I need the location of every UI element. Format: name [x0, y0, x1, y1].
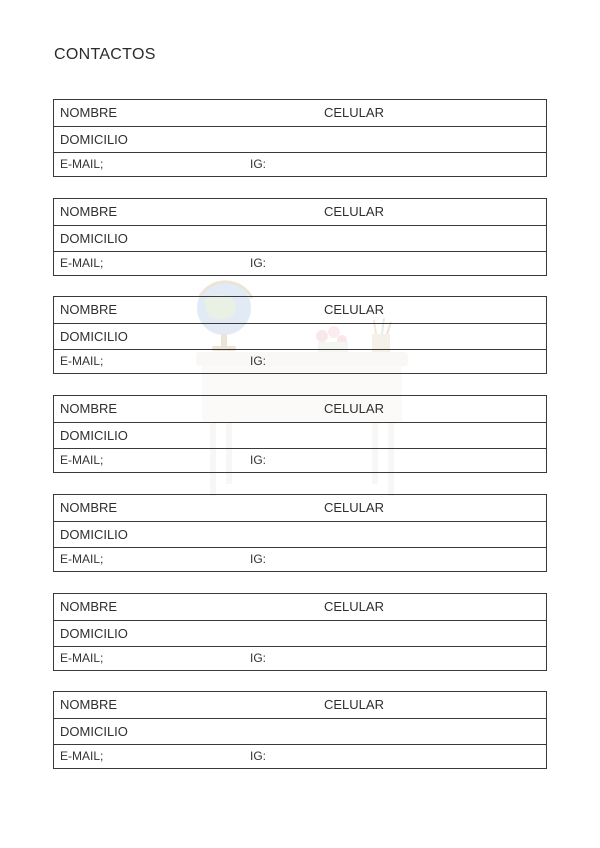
celular-label: CELULAR — [324, 599, 384, 614]
contact-card — [53, 494, 547, 572]
contact-card — [53, 198, 547, 276]
ig-label: IG: — [250, 453, 267, 467]
contact-row-domicilio[interactable] — [54, 225, 546, 252]
contact-card — [53, 296, 547, 374]
contact-row-name[interactable] — [54, 594, 546, 620]
domicilio-label: DOMICILIO — [60, 231, 128, 246]
contact-row-email[interactable] — [54, 152, 546, 177]
contact-card — [53, 99, 547, 177]
email-label: E-MAIL; — [60, 256, 104, 270]
nombre-label: NOMBRE — [60, 401, 118, 416]
contact-card — [53, 691, 547, 769]
email-label: E-MAIL; — [60, 749, 104, 763]
nombre-label: NOMBRE — [60, 105, 118, 120]
celular-label: CELULAR — [324, 105, 384, 120]
contact-row-name[interactable] — [54, 199, 546, 225]
contact-row-name[interactable] — [54, 495, 546, 521]
contact-row-domicilio[interactable] — [54, 718, 546, 745]
contact-row-domicilio[interactable] — [54, 521, 546, 548]
contact-row-email[interactable] — [54, 744, 546, 769]
celular-label: CELULAR — [324, 401, 384, 416]
domicilio-label: DOMICILIO — [60, 329, 128, 344]
email-label: E-MAIL; — [60, 157, 104, 171]
contact-row-domicilio[interactable] — [54, 620, 546, 647]
ig-label: IG: — [250, 256, 267, 270]
contact-row-name[interactable] — [54, 297, 546, 323]
email-label: E-MAIL; — [60, 354, 104, 368]
ig-label: IG: — [250, 552, 267, 566]
celular-label: CELULAR — [324, 302, 384, 317]
domicilio-label: DOMICILIO — [60, 132, 128, 147]
contact-card — [53, 395, 547, 473]
email-label: E-MAIL; — [60, 453, 104, 467]
domicilio-label: DOMICILIO — [60, 428, 128, 443]
contact-row-email[interactable] — [54, 547, 546, 572]
contact-row-email[interactable] — [54, 448, 546, 473]
domicilio-label: DOMICILIO — [60, 724, 128, 739]
ig-label: IG: — [250, 354, 267, 368]
domicilio-label: DOMICILIO — [60, 527, 128, 542]
page-title: CONTACTOS — [54, 46, 156, 63]
nombre-label: NOMBRE — [60, 302, 118, 317]
email-label: E-MAIL; — [60, 552, 104, 566]
nombre-label: NOMBRE — [60, 204, 118, 219]
contact-row-name[interactable] — [54, 396, 546, 422]
contact-row-email[interactable] — [54, 349, 546, 374]
celular-label: CELULAR — [324, 500, 384, 515]
nombre-label: NOMBRE — [60, 500, 118, 515]
contact-row-domicilio[interactable] — [54, 422, 546, 449]
contact-card — [53, 593, 547, 671]
contact-row-domicilio[interactable] — [54, 126, 546, 153]
contact-row-domicilio[interactable] — [54, 323, 546, 350]
nombre-label: NOMBRE — [60, 599, 118, 614]
contact-row-name[interactable] — [54, 100, 546, 126]
celular-label: CELULAR — [324, 204, 384, 219]
domicilio-label: DOMICILIO — [60, 626, 128, 641]
celular-label: CELULAR — [324, 697, 384, 712]
contact-row-name[interactable] — [54, 692, 546, 718]
contact-row-email[interactable] — [54, 251, 546, 276]
contact-row-email[interactable] — [54, 646, 546, 671]
email-label: E-MAIL; — [60, 651, 104, 665]
nombre-label: NOMBRE — [60, 697, 118, 712]
ig-label: IG: — [250, 157, 267, 171]
ig-label: IG: — [250, 651, 267, 665]
ig-label: IG: — [250, 749, 267, 763]
